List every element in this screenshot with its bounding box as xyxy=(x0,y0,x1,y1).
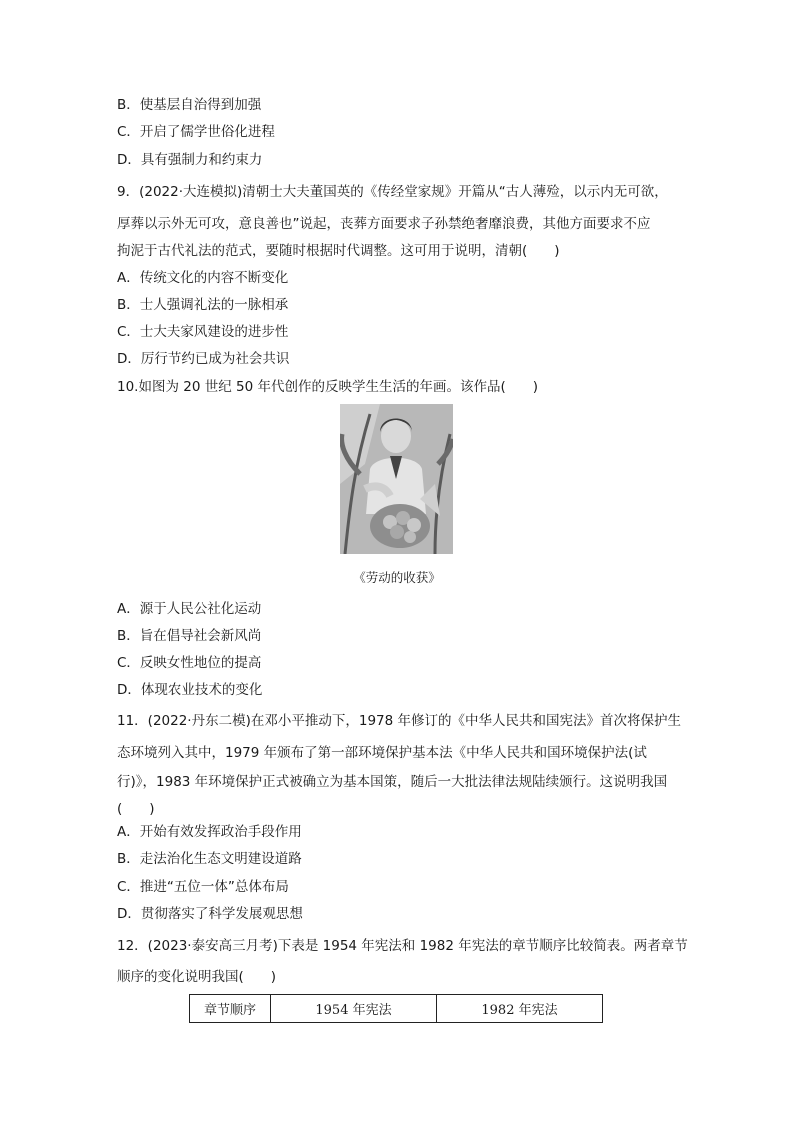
q10-option-d: D．体现农业技术的变化 xyxy=(117,682,263,698)
q9-stem-line-3: 拘泥于古代礼法的范式，要随时根据时代调整。这可用于说明，清朝( ) xyxy=(117,243,560,259)
q9-option-b: B．士人强调礼法的一脉相承 xyxy=(117,297,289,313)
q9-stem-line-2: 厚葬以示外无可攻，意良善也”说起，丧葬方面要求子孙禁绝奢靡浪费，其他方面要求不应 xyxy=(117,216,651,232)
q10-option-a: A．源于人民公社化运动 xyxy=(117,601,262,617)
q11-stem-line-3: 行)》，1983 年环境保护正式被确立为基本国策，随后一大批法律法规陆续颁行。这说明我国 xyxy=(117,774,668,790)
q11-stem-line-4: ( ) xyxy=(117,801,155,817)
q11-option-b: B．走法治化生态文明建设道路 xyxy=(117,851,302,867)
q11-option-d: D．贯彻落实了科学发展观思想 xyxy=(117,906,303,922)
q8-option-d: D．具有强制力和约束力 xyxy=(117,152,263,168)
q11-option-a: A．开始有效发挥政治手段作用 xyxy=(117,824,302,840)
painting-illustration xyxy=(340,404,453,554)
q10-stem: 10.如图为 20 世纪 50 年代创作的反映学生生活的年画。该作品( ) xyxy=(117,379,539,395)
header-1954-constitution: 1954 年宪法 xyxy=(271,995,437,1023)
painting-caption: 《劳动的收获》 xyxy=(353,570,441,585)
q10-option-c: C．反映女性地位的提高 xyxy=(117,655,262,671)
q9-option-a: A．传统文化的内容不断变化 xyxy=(117,270,289,286)
q9-option-c: C．士大夫家风建设的进步性 xyxy=(117,324,289,340)
q10-option-b: B．旨在倡导社会新风尚 xyxy=(117,628,262,644)
q8-option-b: B．使基层自治得到加强 xyxy=(117,97,262,113)
new-year-painting-image xyxy=(340,404,453,554)
q11-option-c: C．推进“五位一体”总体布局 xyxy=(117,879,289,895)
q12-stem-line-2: 顺序的变化说明我国( ) xyxy=(117,969,277,985)
constitution-comparison-table xyxy=(189,994,603,1023)
table-header-row xyxy=(190,995,603,1023)
q9-stem-line-1: 9．(2022·大连模拟)清朝士大夫董国英的《传经堂家规》开篇从“古人薄殓，以示内无可欲， xyxy=(117,184,668,200)
q11-stem-line-1: 11．(2022·丹东二模)在邓小平推动下，1978 年修订的《中华人民共和国宪法》首次将保护生 xyxy=(117,713,682,729)
header-1982-constitution: 1982 年宪法 xyxy=(437,995,603,1023)
q8-option-c: C．开启了儒学世俗化进程 xyxy=(117,124,275,140)
q11-stem-line-2: 态环境列入其中，1979 年颁布了第一部环境保护基本法《中华人民共和国环境保护法(试 xyxy=(117,745,647,761)
q12-stem-line-1: 12．(2023·泰安高三月考)下表是 1954 年宪法和 1982 年宪法的章节顺序比较简表。两者章节 xyxy=(117,938,688,954)
header-chapter-order: 章节顺序 xyxy=(190,995,271,1023)
q9-option-d: D．厉行节约已成为社会共识 xyxy=(117,351,290,367)
